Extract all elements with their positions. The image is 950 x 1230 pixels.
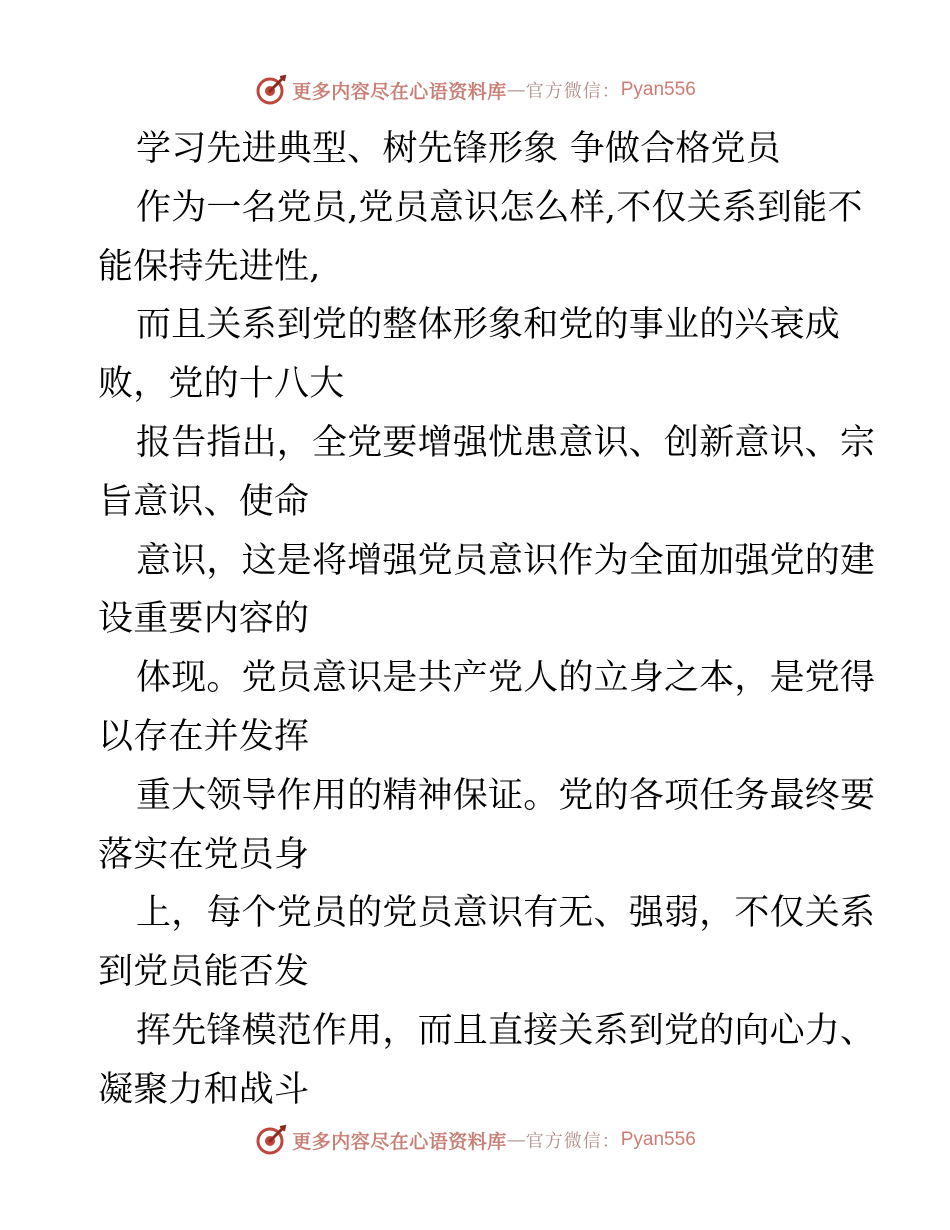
paragraph-line: 到党员能否发 [98,952,310,993]
paragraph-line: 凝聚力和战斗 [98,1069,310,1110]
header-watermark [0,70,950,110]
paragraph-line: 重大领导作用的精神保证。党的各项任务最终要 [136,775,876,816]
paragraph-line: 挥先锋模范作用，而且直接关系到党的向心力、 [136,1010,876,1051]
brand-logo-icon [254,1123,288,1157]
paragraph-line: 败，党的十八大 [98,364,345,405]
paragraph-line: 设重要内容的 [98,599,310,640]
document-body [98,120,876,1120]
watermark-official-label: 官方微信： [525,1131,621,1152]
watermark-brand-text: 更多内容尽在心语资料库 [292,1130,507,1153]
watermark-official-label: 官方微信： [525,81,621,102]
paragraph-line: 作为一名党员,党员意识怎么样,不仅关系到能不 [136,187,863,228]
paragraph-line: 落实在党员身 [98,834,310,875]
watermark-wechat-id: Pyan556 [620,1129,696,1150]
footer-watermark [0,1120,950,1160]
paragraph-line: 体现。党员意识是共产党人的立身之本，是党得 [136,658,876,699]
watermark-brand-text: 更多内容尽在心语资料库 [292,80,507,103]
paragraph-line: 旨意识、使命 [98,481,310,522]
document-title: 学习先进典型、树先锋形象 争做合格党员 [136,129,781,169]
brand-logo-icon [254,73,288,107]
paragraph-line: 能保持先进性, [98,246,321,287]
paragraph-line: 上，每个党员的党员意识有无、强弱，不仅关系 [136,893,876,934]
paragraph-line: 以存在并发挥 [98,716,310,757]
watermark-separator: — [506,79,526,101]
watermark-wechat-id: Pyan556 [620,79,696,100]
paragraph-line: 报告指出，全党要增强忧患意识、创新意识、宗 [136,422,876,463]
watermark-separator: — [506,1129,526,1151]
paragraph-line: 而且关系到党的整体形象和党的事业的兴衰成 [136,305,841,346]
paragraph-line: 意识，这是将增强党员意识作为全面加强党的建 [136,540,876,581]
